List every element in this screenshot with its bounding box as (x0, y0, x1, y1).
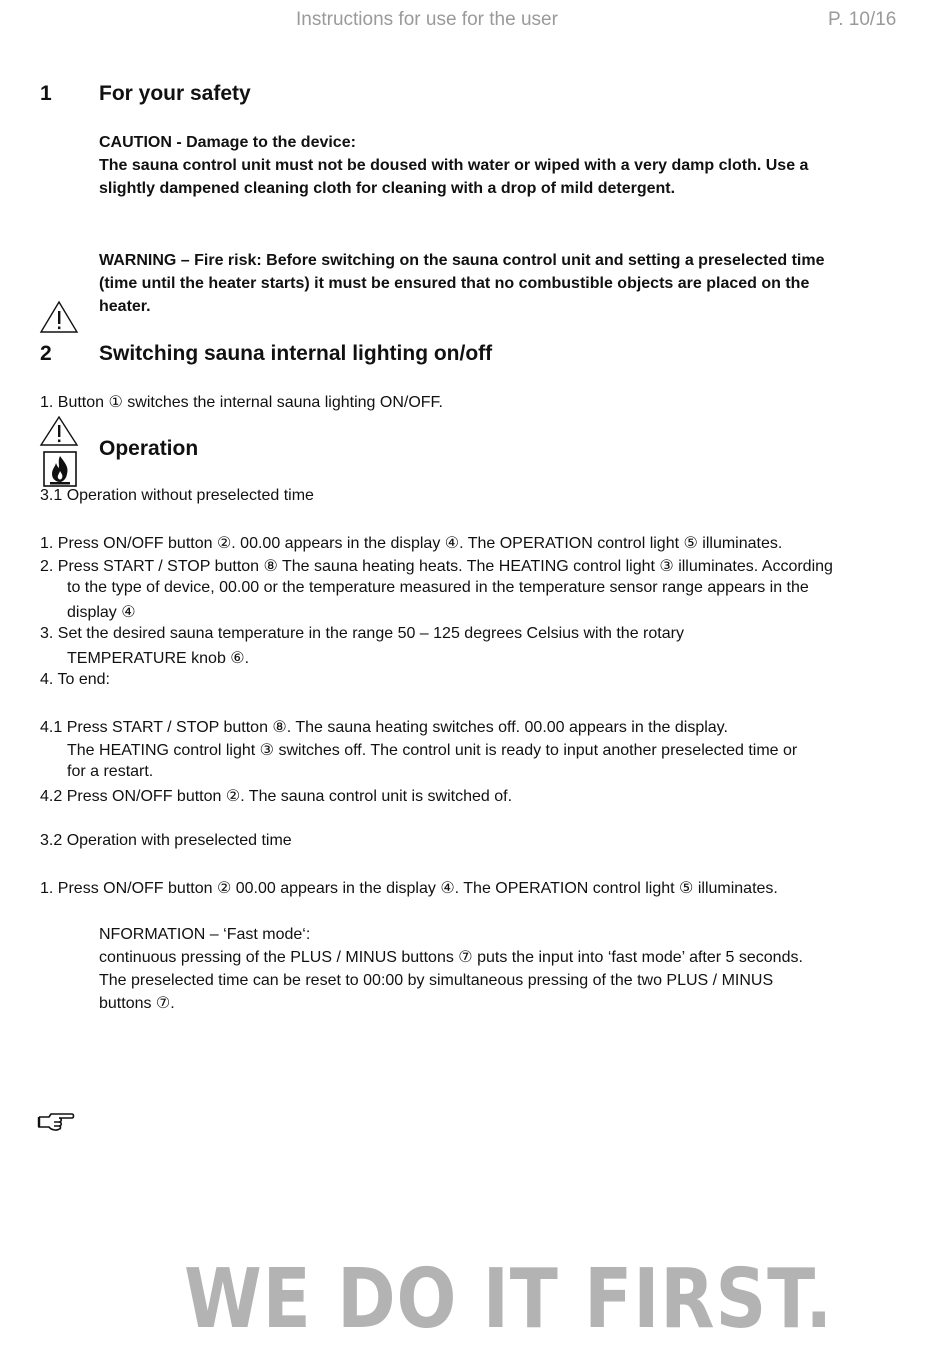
list-item: 1. Button ① switches the internal sauna lighting ON/OFF. (40, 394, 443, 411)
section-1-title: For your safety (99, 82, 251, 105)
information-line: continuous pressing of the PLUS / MINUS buttons ⑦ puts the input into ‘fast mode’ after 5 seconds. (99, 949, 803, 966)
list-item: 1. Press ON/OFF button ② 00.00 appears in the display ④. The OPERATION control light ⑤ illuminates. (40, 880, 778, 897)
caution-line: slightly dampened cleaning cloth for cleaning with a drop of mild detergent. (99, 180, 676, 197)
warning-line: WARNING – Fire risk: Before switching on the sauna control unit and setting a preselected time (99, 252, 825, 269)
section-1-number: 1 (40, 82, 52, 105)
section-3-title: Operation (99, 437, 199, 460)
pointing-hand-icon (37, 1110, 75, 1134)
document-header-title: Instructions for use for the user (296, 9, 558, 30)
warning-block (99, 249, 824, 318)
list-item-continuation: The HEATING control light ③ switches off. The control unit is ready to input another preselected time or (67, 742, 798, 759)
information-line: buttons ⑦. (99, 995, 175, 1012)
list-item: 4. To end: (40, 671, 110, 688)
caution-label: CAUTION - Damage to the device: (99, 134, 356, 151)
list-item: 3. Set the desired sauna temperature in the range 50 – 125 degrees Celsius with the rotary (40, 625, 684, 642)
caution-block (99, 131, 808, 200)
page-number: P. 10/16 (828, 9, 897, 30)
list-item: 2. Press START / STOP button ⑧ The sauna heating heats. The HEATING control light ③ illuminates. According (40, 558, 833, 575)
list-item-continuation: display ④ (67, 604, 136, 621)
information-block (99, 923, 803, 1015)
section-3-number (40, 437, 52, 461)
warning-line: heater. (99, 298, 151, 315)
list-item-continuation: to the type of device, 00.00 or the temperature measured in the temperature sensor range appears in the (67, 579, 809, 596)
list-item: 4.2 Press ON/OFF button ②. The sauna control unit is switched of. (40, 788, 513, 805)
section-2-number: 2 (40, 342, 52, 365)
subsection-3-1-title: 3.1 Operation without preselected time (40, 487, 314, 504)
warning-line: (time until the heater starts) it must be ensured that no combustible objects are placed on the (99, 275, 810, 292)
subsection-3-2-title: 3.2 Operation with preselected time (40, 832, 292, 849)
warning-triangle-icon (39, 300, 79, 334)
information-label: NFORMATION – ‘Fast mode‘: (99, 926, 311, 943)
list-item-continuation: TEMPERATURE knob ⑥. (67, 650, 250, 667)
section-2-title: Switching sauna internal lighting on/off (99, 342, 493, 365)
footer-slogan: WE DO IT FIRST. (184, 1252, 834, 1347)
list-item-continuation: for a restart. (67, 763, 154, 780)
caution-line: The sauna control unit must not be doused with water or wiped with a very damp cloth. Use a (99, 157, 809, 174)
list-item: 1. Press ON/OFF button ②. 00.00 appears in the display ④. The OPERATION control light ⑤ illuminates. (40, 535, 783, 552)
information-line: The preselected time can be reset to 00:00 by simultaneous pressing of the two PLUS / MINUS (99, 972, 774, 989)
list-item: 4.1 Press START / STOP button ⑧. The sauna heating switches off. 00.00 appears in the display. (40, 719, 728, 736)
